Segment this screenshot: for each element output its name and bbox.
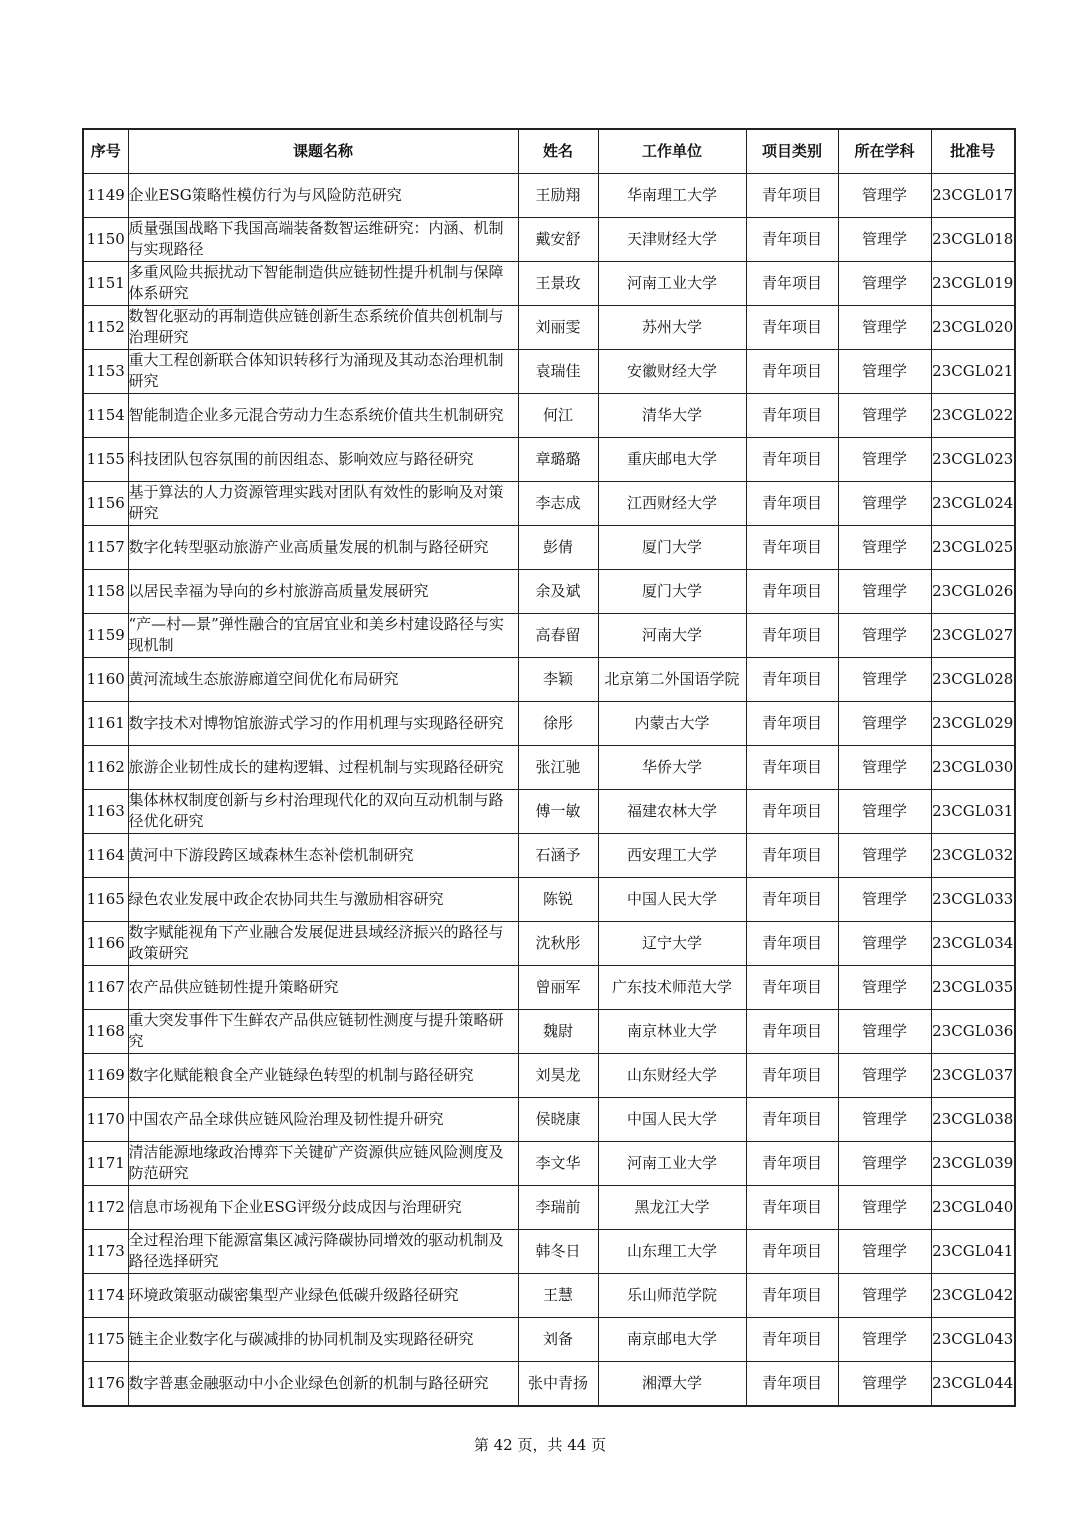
row-number: 1162: [83, 745, 128, 789]
work-unit: 厦门大学: [598, 569, 746, 613]
table-row: [83, 833, 1015, 877]
project-category: 青年项目: [746, 1097, 838, 1141]
project-table: [82, 128, 1016, 1407]
work-unit: 辽宁大学: [598, 921, 746, 965]
researcher-name: 韩冬日: [518, 1229, 598, 1273]
work-unit: 乐山师范学院: [598, 1273, 746, 1317]
researcher-name: 傅一敏: [518, 789, 598, 833]
table-row: [83, 1273, 1015, 1317]
row-number: 1159: [83, 613, 128, 657]
discipline: 管理学: [838, 437, 931, 481]
approval-number: 23CGL034: [931, 921, 1015, 965]
approval-number: 23CGL022: [931, 393, 1015, 437]
researcher-name: 刘丽雯: [518, 305, 598, 349]
discipline: 管理学: [838, 657, 931, 701]
researcher-name: 刘备: [518, 1317, 598, 1361]
approval-number: 23CGL037: [931, 1053, 1015, 1097]
project-category: 青年项目: [746, 921, 838, 965]
discipline: 管理学: [838, 481, 931, 525]
row-number: 1163: [83, 789, 128, 833]
row-number: 1175: [83, 1317, 128, 1361]
project-title: 清洁能源地缘政治博弈下关键矿产资源供应链风险测度及防范研究: [128, 1141, 518, 1185]
project-category: 青年项目: [746, 569, 838, 613]
researcher-name: 王励翔: [518, 173, 598, 217]
header-cell: 姓名: [518, 129, 598, 173]
discipline: 管理学: [838, 613, 931, 657]
project-title: 数字化赋能粮食全产业链绿色转型的机制与路径研究: [128, 1053, 518, 1097]
header-cell: 序号: [83, 129, 128, 173]
project-category: 青年项目: [746, 305, 838, 349]
discipline: 管理学: [838, 701, 931, 745]
row-number: 1170: [83, 1097, 128, 1141]
researcher-name: 余及斌: [518, 569, 598, 613]
researcher-name: 何江: [518, 393, 598, 437]
row-number: 1154: [83, 393, 128, 437]
work-unit: 华侨大学: [598, 745, 746, 789]
project-category: 青年项目: [746, 789, 838, 833]
project-category: 青年项目: [746, 701, 838, 745]
researcher-name: 石涵予: [518, 833, 598, 877]
researcher-name: 刘昊龙: [518, 1053, 598, 1097]
project-title: 数字普惠金融驱动中小企业绿色创新的机制与路径研究: [128, 1361, 518, 1406]
approval-number: 23CGL036: [931, 1009, 1015, 1053]
project-category: 青年项目: [746, 1317, 838, 1361]
approval-number: 23CGL030: [931, 745, 1015, 789]
approval-number: 23CGL033: [931, 877, 1015, 921]
project-title: 重大工程创新联合体知识转移行为涌现及其动态治理机制研究: [128, 349, 518, 393]
table-row: [83, 261, 1015, 305]
project-title: “产—村—景”弹性融合的宜居宜业和美乡村建设路径与实现机制: [128, 613, 518, 657]
approval-number: 23CGL027: [931, 613, 1015, 657]
project-category: 青年项目: [746, 965, 838, 1009]
project-category: 青年项目: [746, 657, 838, 701]
discipline: 管理学: [838, 1097, 931, 1141]
project-category: 青年项目: [746, 745, 838, 789]
table-body: [83, 173, 1015, 1406]
researcher-name: 戴安舒: [518, 217, 598, 261]
work-unit: 北京第二外国语学院: [598, 657, 746, 701]
approval-number: 23CGL044: [931, 1361, 1015, 1406]
project-category: 青年项目: [746, 1185, 838, 1229]
work-unit: 中国人民大学: [598, 1097, 746, 1141]
row-number: 1150: [83, 217, 128, 261]
table-row: [83, 1229, 1015, 1273]
project-title: 信息市场视角下企业ESG评级分歧成因与治理研究: [128, 1185, 518, 1229]
row-number: 1167: [83, 965, 128, 1009]
project-title: 中国农产品全球供应链风险治理及韧性提升研究: [128, 1097, 518, 1141]
project-category: 青年项目: [746, 437, 838, 481]
project-title: 绿色农业发展中政企农协同共生与激励相容研究: [128, 877, 518, 921]
work-unit: 西安理工大学: [598, 833, 746, 877]
row-number: 1152: [83, 305, 128, 349]
work-unit: 南京邮电大学: [598, 1317, 746, 1361]
row-number: 1156: [83, 481, 128, 525]
table-row: [83, 1317, 1015, 1361]
approval-number: 23CGL018: [931, 217, 1015, 261]
row-number: 1149: [83, 173, 128, 217]
project-title: 企业ESG策略性模仿行为与风险防范研究: [128, 173, 518, 217]
project-category: 青年项目: [746, 1141, 838, 1185]
row-number: 1168: [83, 1009, 128, 1053]
discipline: 管理学: [838, 569, 931, 613]
work-unit: 华南理工大学: [598, 173, 746, 217]
approval-number: 23CGL017: [931, 173, 1015, 217]
table-row: [83, 789, 1015, 833]
row-number: 1153: [83, 349, 128, 393]
table-row: [83, 217, 1015, 261]
table-row: [83, 1009, 1015, 1053]
work-unit: 湘潭大学: [598, 1361, 746, 1406]
work-unit: 广东技术师范大学: [598, 965, 746, 1009]
project-category: 青年项目: [746, 1229, 838, 1273]
researcher-name: 曾丽军: [518, 965, 598, 1009]
project-title: 黄河中下游段跨区域森林生态补偿机制研究: [128, 833, 518, 877]
table-row: [83, 437, 1015, 481]
researcher-name: 沈秋彤: [518, 921, 598, 965]
row-number: 1161: [83, 701, 128, 745]
row-number: 1171: [83, 1141, 128, 1185]
approval-number: 23CGL019: [931, 261, 1015, 305]
researcher-name: 陈锐: [518, 877, 598, 921]
row-number: 1158: [83, 569, 128, 613]
discipline: 管理学: [838, 173, 931, 217]
table-header-row: [83, 129, 1015, 173]
approval-number: 23CGL021: [931, 349, 1015, 393]
project-title: 多重风险共振扰动下智能制造供应链韧性提升机制与保障体系研究: [128, 261, 518, 305]
researcher-name: 李瑞前: [518, 1185, 598, 1229]
table-row: [83, 613, 1015, 657]
researcher-name: 魏尉: [518, 1009, 598, 1053]
header-cell: 项目类别: [746, 129, 838, 173]
work-unit: 中国人民大学: [598, 877, 746, 921]
approval-number: 23CGL039: [931, 1141, 1015, 1185]
approval-number: 23CGL026: [931, 569, 1015, 613]
header-cell: 批准号: [931, 129, 1015, 173]
project-category: 青年项目: [746, 833, 838, 877]
project-title: 数字技术对博物馆旅游式学习的作用机理与实现路径研究: [128, 701, 518, 745]
table-row: [83, 393, 1015, 437]
project-category: 青年项目: [746, 1009, 838, 1053]
project-category: 青年项目: [746, 1053, 838, 1097]
approval-number: 23CGL024: [931, 481, 1015, 525]
table-row: [83, 701, 1015, 745]
approval-number: 23CGL041: [931, 1229, 1015, 1273]
discipline: 管理学: [838, 261, 931, 305]
project-title: 数字化转型驱动旅游产业高质量发展的机制与路径研究: [128, 525, 518, 569]
row-number: 1166: [83, 921, 128, 965]
approval-number: 23CGL028: [931, 657, 1015, 701]
project-title: 基于算法的人力资源管理实践对团队有效性的影响及对策研究: [128, 481, 518, 525]
discipline: 管理学: [838, 393, 931, 437]
work-unit: 山东财经大学: [598, 1053, 746, 1097]
project-title: 重大突发事件下生鲜农产品供应链韧性测度与提升策略研究: [128, 1009, 518, 1053]
discipline: 管理学: [838, 349, 931, 393]
project-category: 青年项目: [746, 481, 838, 525]
row-number: 1176: [83, 1361, 128, 1406]
work-unit: 河南工业大学: [598, 1141, 746, 1185]
approval-number: 23CGL025: [931, 525, 1015, 569]
table-row: [83, 921, 1015, 965]
work-unit: 内蒙古大学: [598, 701, 746, 745]
work-unit: 河南大学: [598, 613, 746, 657]
table-row: [83, 173, 1015, 217]
discipline: 管理学: [838, 305, 931, 349]
project-category: 青年项目: [746, 261, 838, 305]
row-number: 1165: [83, 877, 128, 921]
table-row: [83, 525, 1015, 569]
row-number: 1174: [83, 1273, 128, 1317]
work-unit: 福建农林大学: [598, 789, 746, 833]
table-row: [83, 965, 1015, 1009]
table-row: [83, 1185, 1015, 1229]
project-category: 青年项目: [746, 877, 838, 921]
discipline: 管理学: [838, 1317, 931, 1361]
table-row: [83, 1141, 1015, 1185]
project-title: 链主企业数字化与碳减排的协同机制及实现路径研究: [128, 1317, 518, 1361]
project-title: 集体林权制度创新与乡村治理现代化的双向互动机制与路径优化研究: [128, 789, 518, 833]
header-cell: 所在学科: [838, 129, 931, 173]
researcher-name: 高春留: [518, 613, 598, 657]
project-title: 数智化驱动的再制造供应链创新生态系统价值共创机制与治理研究: [128, 305, 518, 349]
table-row: [83, 349, 1015, 393]
researcher-name: 彭倩: [518, 525, 598, 569]
approval-number: 23CGL035: [931, 965, 1015, 1009]
project-category: 青年项目: [746, 613, 838, 657]
researcher-name: 李颖: [518, 657, 598, 701]
discipline: 管理学: [838, 525, 931, 569]
approval-number: 23CGL020: [931, 305, 1015, 349]
row-number: 1173: [83, 1229, 128, 1273]
work-unit: 山东理工大学: [598, 1229, 746, 1273]
project-title: 旅游企业韧性成长的建构逻辑、过程机制与实现路径研究: [128, 745, 518, 789]
table-row: [83, 569, 1015, 613]
discipline: 管理学: [838, 1273, 931, 1317]
discipline: 管理学: [838, 921, 931, 965]
discipline: 管理学: [838, 745, 931, 789]
table-row: [83, 1361, 1015, 1406]
work-unit: 清华大学: [598, 393, 746, 437]
approval-number: 23CGL042: [931, 1273, 1015, 1317]
work-unit: 苏州大学: [598, 305, 746, 349]
table-row: [83, 877, 1015, 921]
project-title: 全过程治理下能源富集区减污降碳协同增效的驱动机制及路径选择研究: [128, 1229, 518, 1273]
discipline: 管理学: [838, 1229, 931, 1273]
work-unit: 安徽财经大学: [598, 349, 746, 393]
row-number: 1157: [83, 525, 128, 569]
work-unit: 厦门大学: [598, 525, 746, 569]
researcher-name: 章璐璐: [518, 437, 598, 481]
discipline: 管理学: [838, 789, 931, 833]
table-row: [83, 745, 1015, 789]
work-unit: 江西财经大学: [598, 481, 746, 525]
researcher-name: 李志成: [518, 481, 598, 525]
row-number: 1160: [83, 657, 128, 701]
project-category: 青年项目: [746, 1361, 838, 1406]
work-unit: 天津财经大学: [598, 217, 746, 261]
project-category: 青年项目: [746, 525, 838, 569]
work-unit: 重庆邮电大学: [598, 437, 746, 481]
page-footer: 第 42 页，共 44 页: [473, 1436, 607, 1454]
table-row: [83, 481, 1015, 525]
researcher-name: 侯晓康: [518, 1097, 598, 1141]
work-unit: 南京林业大学: [598, 1009, 746, 1053]
discipline: 管理学: [838, 877, 931, 921]
approval-number: 23CGL029: [931, 701, 1015, 745]
header-cell: 课题名称: [128, 129, 518, 173]
project-category: 青年项目: [746, 1273, 838, 1317]
project-title: 黄河流域生态旅游廊道空间优化布局研究: [128, 657, 518, 701]
project-category: 青年项目: [746, 173, 838, 217]
discipline: 管理学: [838, 833, 931, 877]
approval-number: 23CGL032: [931, 833, 1015, 877]
approval-number: 23CGL043: [931, 1317, 1015, 1361]
project-title: 农产品供应链韧性提升策略研究: [128, 965, 518, 1009]
project-category: 青年项目: [746, 217, 838, 261]
discipline: 管理学: [838, 1361, 931, 1406]
approval-number: 23CGL038: [931, 1097, 1015, 1141]
researcher-name: 李文华: [518, 1141, 598, 1185]
row-number: 1172: [83, 1185, 128, 1229]
researcher-name: 张江驰: [518, 745, 598, 789]
table-row: [83, 1053, 1015, 1097]
header-cell: 工作单位: [598, 129, 746, 173]
discipline: 管理学: [838, 217, 931, 261]
table-row: [83, 1097, 1015, 1141]
project-category: 青年项目: [746, 393, 838, 437]
work-unit: 黑龙江大学: [598, 1185, 746, 1229]
discipline: 管理学: [838, 1185, 931, 1229]
work-unit: 河南工业大学: [598, 261, 746, 305]
researcher-name: 王慧: [518, 1273, 598, 1317]
discipline: 管理学: [838, 1009, 931, 1053]
project-title: 环境政策驱动碳密集型产业绿色低碳升级路径研究: [128, 1273, 518, 1317]
discipline: 管理学: [838, 1141, 931, 1185]
researcher-name: 徐彤: [518, 701, 598, 745]
row-number: 1155: [83, 437, 128, 481]
row-number: 1169: [83, 1053, 128, 1097]
table-row: [83, 305, 1015, 349]
researcher-name: 王景玫: [518, 261, 598, 305]
project-title: 智能制造企业多元混合劳动力生态系统价值共生机制研究: [128, 393, 518, 437]
row-number: 1151: [83, 261, 128, 305]
researcher-name: 袁瑞佳: [518, 349, 598, 393]
row-number: 1164: [83, 833, 128, 877]
project-title: 以居民幸福为导向的乡村旅游高质量发展研究: [128, 569, 518, 613]
project-title: 质量强国战略下我国高端装备数智运维研究：内涵、机制与实现路径: [128, 217, 518, 261]
researcher-name: 张中青扬: [518, 1361, 598, 1406]
project-category: 青年项目: [746, 349, 838, 393]
discipline: 管理学: [838, 965, 931, 1009]
project-title: 数字赋能视角下产业融合发展促进县域经济振兴的路径与政策研究: [128, 921, 518, 965]
approval-number: 23CGL031: [931, 789, 1015, 833]
project-title: 科技团队包容氛围的前因组态、影响效应与路径研究: [128, 437, 518, 481]
discipline: 管理学: [838, 1053, 931, 1097]
approval-number: 23CGL023: [931, 437, 1015, 481]
table-row: [83, 657, 1015, 701]
approval-number: 23CGL040: [931, 1185, 1015, 1229]
